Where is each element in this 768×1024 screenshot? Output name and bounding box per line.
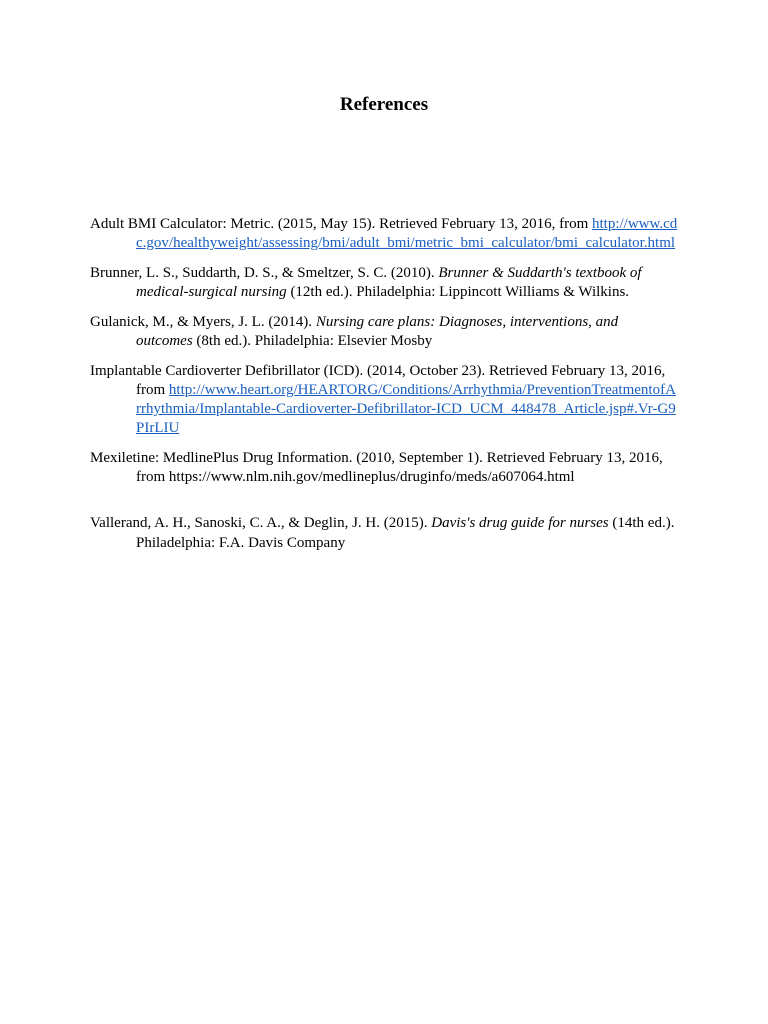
reference-text: Mexiletine: MedlinePlus Drug Information. (2010, September 1). Retrieved February 13, 2016, from bbox=[90, 450, 663, 486]
reference-entry-gulanick bbox=[90, 313, 678, 351]
reference-authors: Vallerand, A. H., Sanoski, C. A., & Deglin, J. H. (2015). bbox=[90, 515, 432, 532]
reference-url: https://www.nlm.nih.gov/medlineplus/druginfo/meds/a607064.html bbox=[168, 469, 575, 486]
page-title: References bbox=[339, 94, 429, 115]
reference-book-title: Nursing care plans: Diagnoses, interventions, and outcomes bbox=[136, 313, 619, 350]
reference-list bbox=[90, 215, 678, 563]
reference-entry-vallerand bbox=[90, 514, 678, 552]
reference-text: Implantable Cardioverter Defibrillator (ICD). (2014, October 23). Retrieved February 13, 2016, from bbox=[90, 362, 666, 398]
reference-book-title: Brunner & Suddarth's textbook of medical-surgical nursing bbox=[136, 264, 642, 301]
reference-publication: (14th ed.). Philadelphia: F.A. Davis Company bbox=[136, 515, 675, 551]
reference-publication: (8th ed.). Philadelphia: Elsevier Mosby bbox=[192, 333, 433, 350]
reference-book-title: Davis's drug guide for nurses bbox=[431, 515, 609, 532]
reference-link[interactable]: http://www.heart.org/HEARTORG/Conditions/Arrhythmia/PreventionTreatmentofArrhythmia/Implantable-Cardioverter-Defibrillator-ICD_UCM_448478_Article.jsp#.Vr-G9PIrLIU bbox=[136, 381, 676, 437]
reference-entry-icd bbox=[90, 362, 678, 439]
reference-text: Adult BMI Calculator: Metric. (2015, May 15). Retrieved February 13, 2016, from bbox=[90, 216, 592, 232]
reference-entry-bmi-calculator bbox=[90, 215, 678, 253]
reference-authors: Brunner, L. S., Suddarth, D. S., & Smeltzer, S. C. (2010). bbox=[90, 264, 439, 281]
reference-entry-mexiletine bbox=[90, 449, 678, 487]
reference-link[interactable]: http://www.cdc.gov/healthyweight/assessing/bmi/adult_bmi/metric_bmi_calculator/bmi_calculator.html bbox=[136, 216, 678, 252]
reference-entry-brunner bbox=[90, 264, 678, 302]
reference-publication: (12th ed.). Philadelphia: Lippincott Williams & Wilkins. bbox=[286, 284, 630, 301]
reference-authors: Gulanick, M., & Myers, J. L. (2014). bbox=[90, 313, 316, 330]
